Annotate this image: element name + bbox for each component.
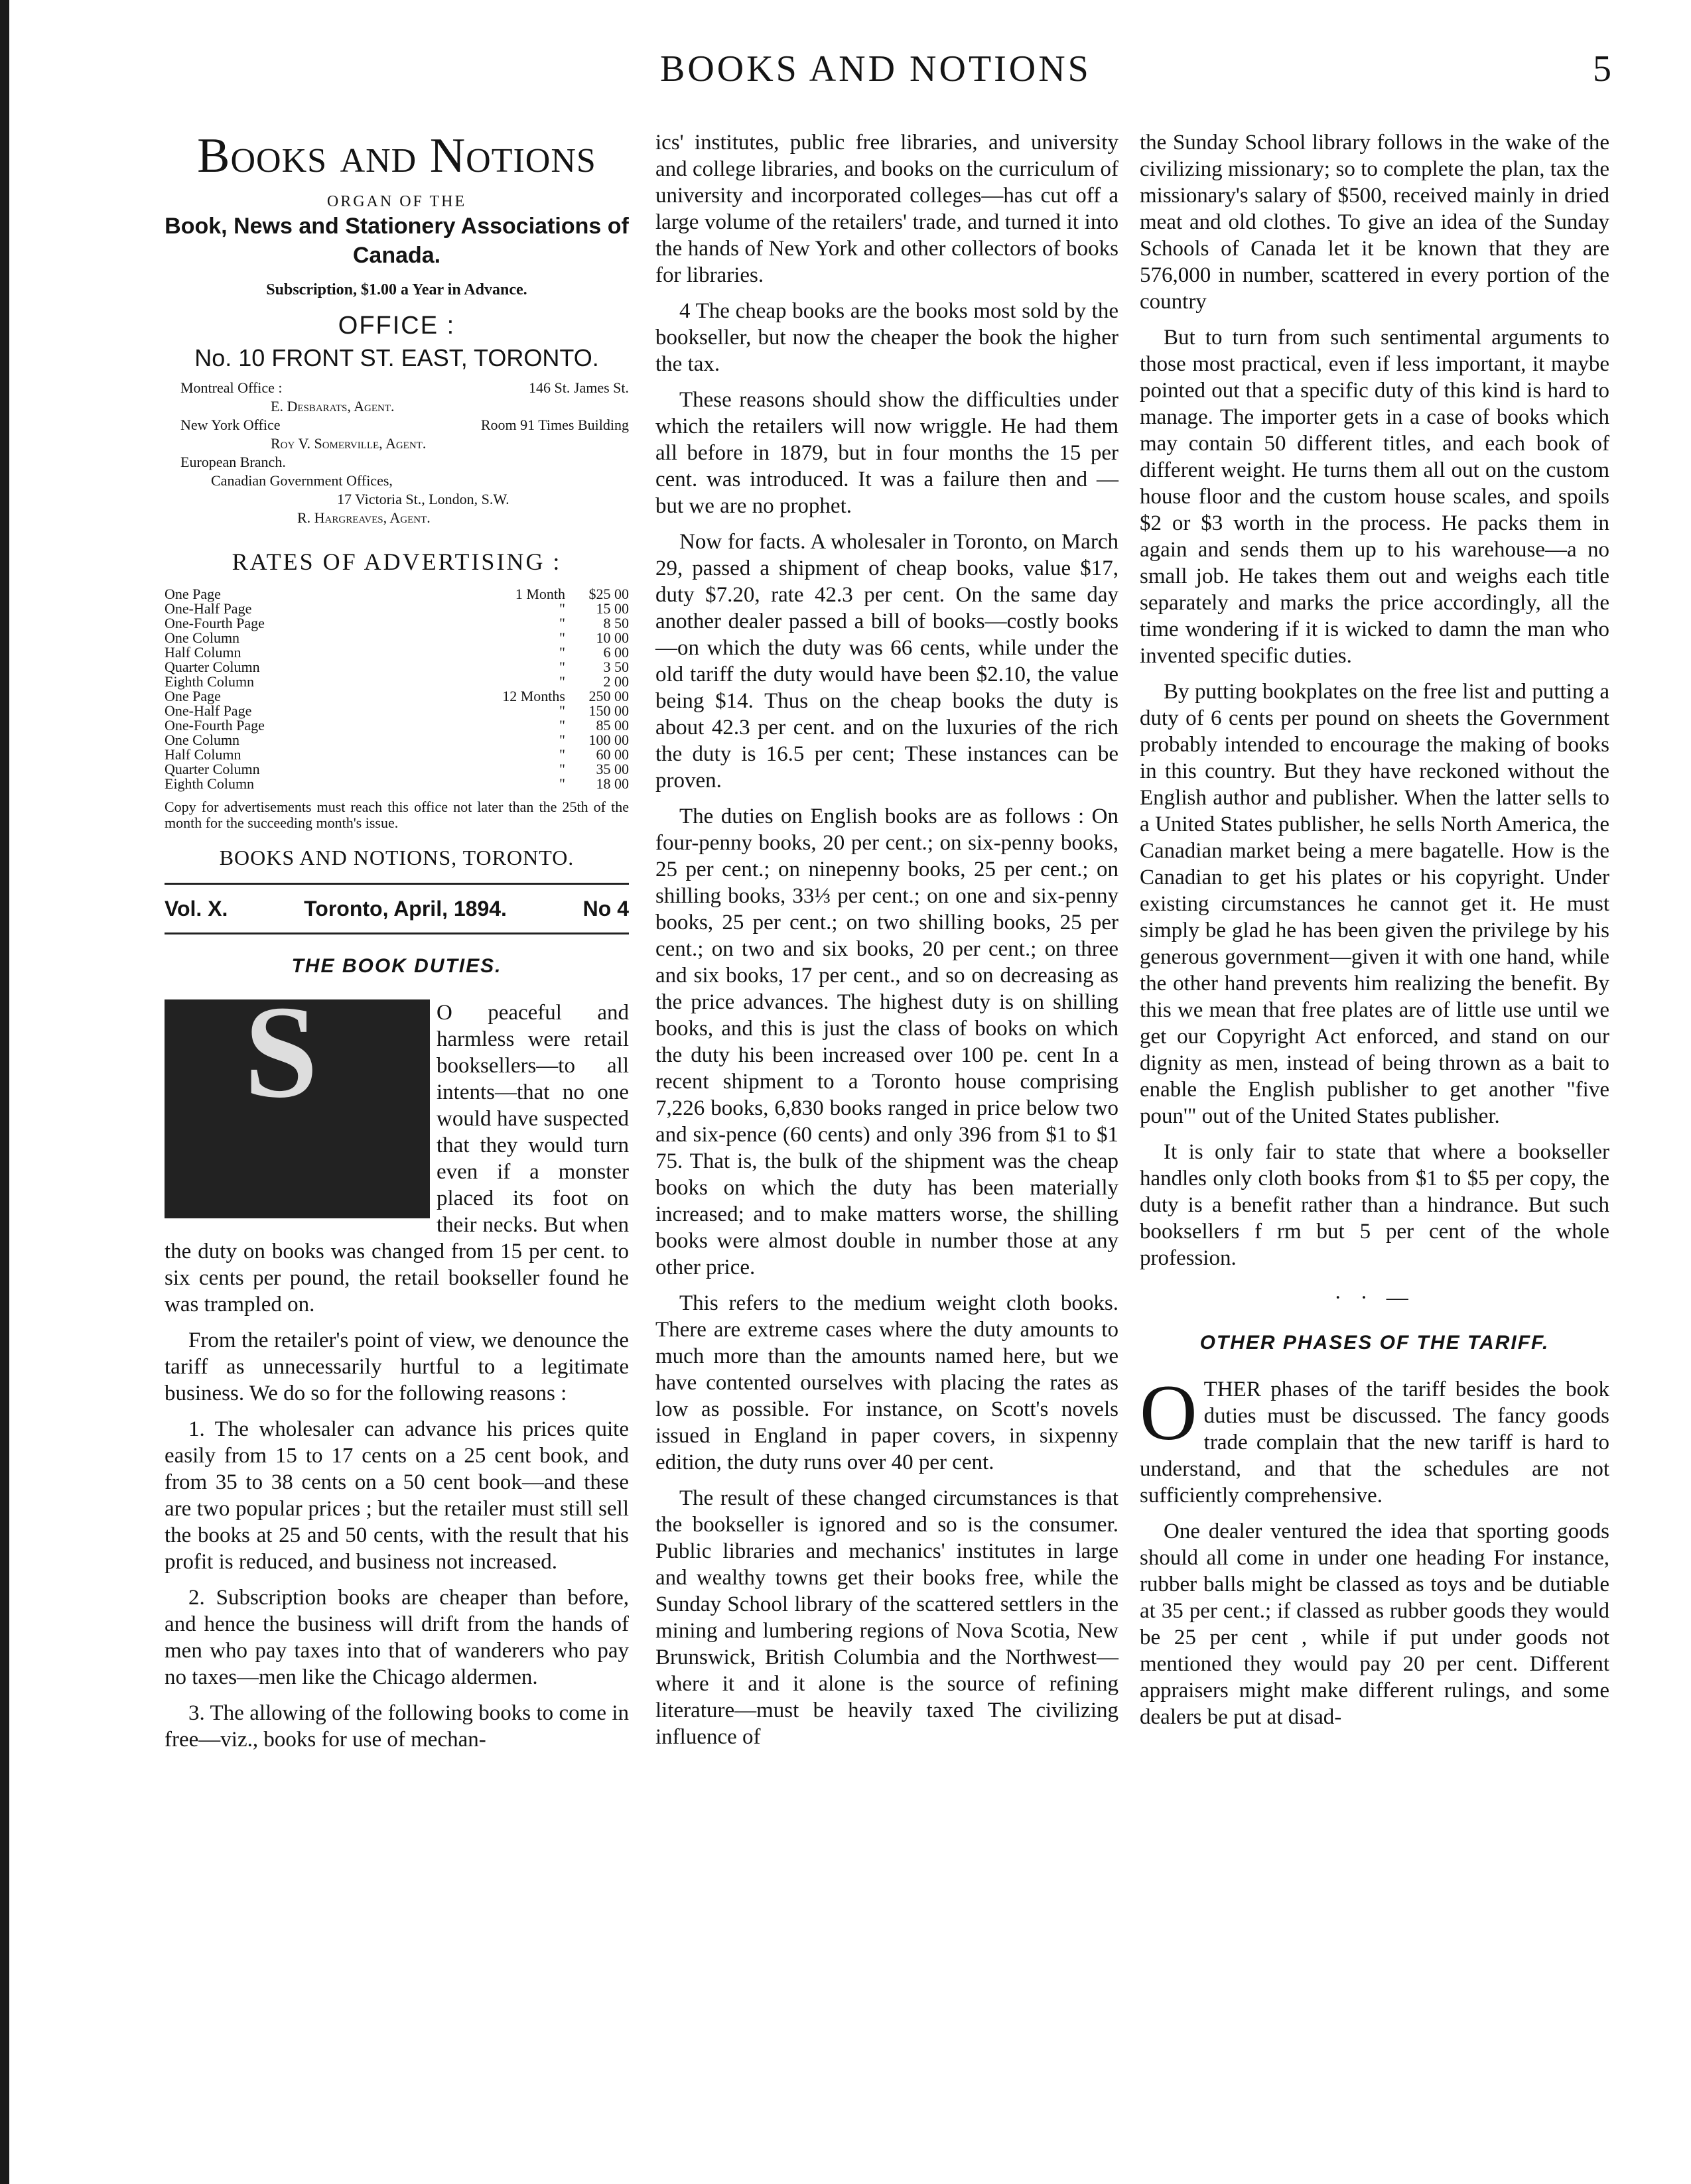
- rate-period: ": [559, 746, 565, 763]
- rate-price: 150 00: [588, 702, 629, 719]
- rate-period: ": [559, 615, 565, 631]
- paragraph: Now for facts. A wholesaler in Toronto, on March 29, passed a shipment of cheap books, value $17, duty $7.20, rate 42.3 per cent. On the same day another dealer passed a bill of books—costly books—on which the duty was 66 cents, while under the old tariff the duty would have been $2.10, the value being $14. Thus on the cheap books the duty is about 42.3 per cent. and on the luxuries of the rich the duty is 16.5 per cent; These instances can be proven.: [655, 530, 1118, 793]
- rate-price: $25 00: [588, 586, 629, 602]
- rate-price: 6 00: [603, 644, 629, 661]
- rate-row: [165, 660, 629, 674]
- rate-row: [165, 747, 629, 762]
- ny-label: New York Office: [180, 417, 281, 433]
- article-heading-book-duties: THE BOOK DUTIES.: [291, 955, 502, 977]
- montreal-office: [165, 379, 629, 397]
- rate-row: [165, 762, 629, 777]
- rate-period: ": [559, 702, 565, 719]
- column-3: [1140, 129, 1609, 1740]
- montreal-agent: E. Desbarats, Agent.: [271, 398, 395, 415]
- dropcap-letter: S: [244, 979, 318, 1125]
- masthead-associations: Book, News and Stationery Associations of Canada.: [165, 214, 629, 268]
- rate-row: [165, 631, 629, 645]
- rate-price: 2 00: [603, 673, 629, 690]
- dropcap-letter: O: [1140, 1368, 1197, 1456]
- place-date: Toronto, April, 1894.: [304, 897, 507, 921]
- rate-item: One-Fourth Page: [165, 615, 265, 631]
- copy-deadline-note: Copy for advertisements must reach this office not later than the 25th of the month for the succeeding month's issue.: [165, 799, 629, 831]
- page-number: 5: [1593, 48, 1611, 90]
- rate-period: ": [559, 732, 565, 748]
- rate-item: Half Column: [165, 644, 241, 661]
- rate-row: [165, 718, 629, 733]
- paragraph: From the retailer's point of view, we denounce the tariff as unnecessarily hurtful to a legitimate business. We do so for the following reasons :: [165, 1328, 629, 1405]
- europe-office: Canadian Government Offices,: [211, 472, 393, 489]
- rate-row: [165, 704, 629, 718]
- rate-period: ": [559, 717, 565, 734]
- paragraph: O peaceful and harmless were retail booksellers—to all intents—that no one would have suspected that they would turn even if a monster placed its foot on their necks. But when the duty on books was changed from 15 per cent. to six cents per pound, the retail bookseller found he was trampled on.: [165, 1001, 629, 1317]
- rate-row: [165, 777, 629, 791]
- rate-item: Eighth Column: [165, 673, 255, 690]
- paragraph: These reasons should show the difficulties under which the retailers will now wriggle. He had them all before in 1879, but in four months the 15 per cent. was introduced. It was a failure then and — but we are no prophet.: [655, 388, 1118, 518]
- ornamental-dropcap-image: [165, 979, 430, 1218]
- paragraph: 1. The wholesaler can advance his prices quite easily from 15 to 17 cents on a 25 cent book, and from 35 to 38 cents on a 50 cent book—and these are two popular prices ; but the retailer must still sell the books at 25 and 50 cents, with the result that his profit is reduced, and business not increased.: [165, 1417, 629, 1574]
- rate-price: 35 00: [596, 761, 629, 777]
- rate-period: ": [559, 659, 565, 675]
- rate-period: ": [559, 600, 565, 617]
- article-heading-other-phases: OTHER PHASES OF THE TARIFF.: [1199, 1332, 1550, 1354]
- rate-item: One Page: [165, 688, 221, 704]
- column-2: [655, 129, 1118, 1760]
- masthead-organ: ORGAN OF THE: [326, 193, 467, 210]
- office-heading: OFFICE :: [338, 312, 456, 340]
- rate-price: 10 00: [596, 629, 629, 646]
- subscription-price: Subscription, $1.00 a Year in Advance.: [266, 281, 527, 298]
- ny-address: Room 91 Times Building: [480, 417, 629, 433]
- europe-label: European Branch.: [180, 454, 286, 470]
- rate-row: [165, 689, 629, 704]
- volume: Vol. X.: [165, 897, 228, 921]
- rate-price: 8 50: [603, 615, 629, 631]
- rate-item: One Column: [165, 732, 240, 748]
- paragraph: But to turn from such sentimental arguments to those most practical, even if less important, it maybe pointed out that a specific duty of this kind is hard to manage. The importer gets in a case of books which may contain 50 different titles, and each book of different weight. He turns them all out on the custom house floor and the custom house scales, and spoils $2 or $3 worth in the process. He packs them in again and sends them up to his warehouse—a no small job. He takes them out and weighs each title separately and marks the price accordingly, all the time wondering if it is wicked to damn the man who invented specific duties.: [1140, 326, 1609, 668]
- paragraph: The duties on English books are as follows : On four-penny books, 20 per cent.; on six-penny books, 25 per cent.; on ninepenny books, 25 per cent.; on shilling books, 33⅓ per cent.; on one and six-penny books, 25 per cent.; on two shilling books, 25 per cent.; on two and six books, 20 per cent.; on three and six books, 17 per cent., and so on decreasing as the price advances. The highest duty is on shilling books, and this is just the class of books on which the duty his been increased over 100 pe. cent In a recent shipment to a Toronto house comprising 7,226 books, 6,830 books ranged in price below two and six-pence (60 cents) and only 396 from $1 to $1 75. That is, the bulk of the shipment was the cheap books on which the duty has been materially increased; and to make matters worse, the shilling books were almost double in number those at any other price.: [655, 804, 1118, 1279]
- paragraph: the Sunday School library follows in the wake of the civilizing missionary; so to complete the plan, tax the missionary's salary of $500, received mainly in dried meat and old clothes. To give an idea of the Sunday Schools of Canada let it be known that they are 576,000 in number, scattered in every portion of the country: [1140, 131, 1609, 314]
- rate-row: [165, 674, 629, 689]
- rate-period: ": [559, 775, 565, 792]
- rate-period: 12 Months: [502, 688, 565, 704]
- rate-price: 18 00: [596, 775, 629, 792]
- rate-period: ": [559, 673, 565, 690]
- paragraph: 3. The allowing of the following books to come in free—viz., books for use of mechan-: [165, 1701, 629, 1752]
- column-1: [165, 129, 629, 1762]
- paragraph: This refers to the medium weight cloth books. There are extreme cases where the duty amounts to much more than the amounts named here, but we have contented ourselves with placing the rates as low as possible. For instance, on Scott's novels issued in England in paper covers, in sixpenny edition, the duty runs over 40 per cent.: [655, 1291, 1118, 1474]
- section-divider: · · —: [1334, 1286, 1415, 1310]
- rate-row: [165, 645, 629, 660]
- masthead-title: Books and Notions: [197, 129, 596, 183]
- rate-price: 3 50: [603, 659, 629, 675]
- paragraph: ics' institutes, public free libraries, and university and college libraries, and books on the curriculum of university and incorporated colleges—has cut off a large volume of the retailers' trade, and turned it into the hands of New York and other collectors of books for libraries.: [655, 131, 1118, 287]
- paragraph: The result of these changed circumstances is that the bookseller is ignored and so is the consumer. Public libraries and mechanics' institutes in large and wealthy towns get their books free, while the Sunday School library of the scattered settlers in the mining and lumbering regions of Nova Scotia, New Brunswick, British Columbia and the Northwest—where it and it alone is the source of refining literature—must be heavily taxed The civilizing influence of: [655, 1486, 1118, 1749]
- binding-edge: [0, 0, 9, 2184]
- rate-item: One-Half Page: [165, 702, 252, 719]
- paragraph: By putting bookplates on the free list and putting a duty of 6 cents per pound on sheets the Government probably intended to encourage the making of books in this country. But they have reckoned without the English author and publisher. When the latter sells to a United States publisher, he sells North America, the Canadian market being a mere bagatelle. How is the Canadian to get his plates or his copyright. Under existing circumstances he cannot get it. He must simply be glad he has been given the privilege by his generous government—given it with one hand, while the other hand prevents him realizing the benefit. By this we mean that free plates are of little use until we get our Copyright Act enforced, and stand on our dignity as men, instead of being thrown as a bait to enable the English publisher to get another "five poun'" out of the United States publisher.: [1140, 680, 1609, 1128]
- rate-period: ": [559, 629, 565, 646]
- rate-item: Eighth Column: [165, 775, 255, 792]
- rate-item: One Column: [165, 629, 240, 646]
- rate-period: ": [559, 761, 565, 777]
- rate-row: [165, 616, 629, 631]
- rate-row: [165, 587, 629, 602]
- rates-heading: RATES OF ADVERTISING :: [232, 548, 562, 575]
- office-address: No. 10 FRONT ST. EAST, TORONTO.: [194, 344, 599, 371]
- paragraph: One dealer ventured the idea that sporting goods should all come in under one heading For instance, rubber balls might be classed as toys and be dutiable at 35 per cent.; if classed as rubber goods they would be 25 per cent , while if put under goods not mentioned they would pay 20 per cent. Different appraisers might make different rulings, and some dealers be put at disad-: [1140, 1519, 1609, 1729]
- paragraph: It is only fair to state that where a bookseller handles only cloth books from $1 to $5 per copy, the duty is a benefit rather than a hindrance. But such booksellers f rm but 5 per cent of the whole profession.: [1140, 1140, 1609, 1270]
- branch-offices: [165, 379, 629, 527]
- rule-bottom: [165, 932, 629, 934]
- rate-price: 100 00: [588, 732, 629, 748]
- rate-price: 250 00: [588, 688, 629, 704]
- rate-item: One Page: [165, 586, 221, 602]
- running-head-title: BOOKS AND NOTIONS: [660, 48, 1091, 90]
- rate-item: Half Column: [165, 746, 241, 763]
- issue-line: [165, 889, 629, 929]
- rate-item: One-Fourth Page: [165, 717, 265, 734]
- ny-agent: Roy V. Somerville, Agent.: [271, 435, 427, 452]
- running-head: [0, 48, 1691, 94]
- rate-row: [165, 733, 629, 747]
- rate-item: One-Half Page: [165, 600, 252, 617]
- paragraph: 4 The cheap books are the books most sold by the bookseller, but now the cheaper the book the higher the tax.: [655, 299, 1118, 376]
- rate-price: 85 00: [596, 717, 629, 734]
- europe-agent: R. Hargreaves, Agent.: [297, 509, 431, 526]
- rate-period: ": [559, 644, 565, 661]
- ny-office: [165, 416, 629, 434]
- rate-row: [165, 602, 629, 616]
- publisher-line: BOOKS AND NOTIONS, TORONTO.: [219, 846, 575, 869]
- rate-price: 15 00: [596, 600, 629, 617]
- paragraph: THER phases of the tariff besides the book duties must be discussed. The fancy goods trade complain that the new tariff is hard to understand, and that the schedules are not sufficiently comprehensive.: [1140, 1378, 1609, 1508]
- rule-top: [165, 883, 629, 885]
- rate-item: Quarter Column: [165, 659, 260, 675]
- issue-number: No 4: [582, 897, 629, 921]
- paragraph: 2. Subscription books are cheaper than before, and hence the business will drift from the hands of men who pay taxes into that of wanderers who pay no taxes—men like the Chicago aldermen.: [165, 1586, 629, 1689]
- europe-address: 17 Victoria St., London, S.W.: [337, 491, 509, 507]
- rates-table: [165, 587, 629, 791]
- montreal-address: 146 St. James St.: [529, 379, 629, 396]
- rate-item: Quarter Column: [165, 761, 260, 777]
- rate-period: 1 Month: [515, 586, 565, 602]
- rate-price: 60 00: [596, 746, 629, 763]
- montreal-label: Montreal Office :: [180, 379, 283, 396]
